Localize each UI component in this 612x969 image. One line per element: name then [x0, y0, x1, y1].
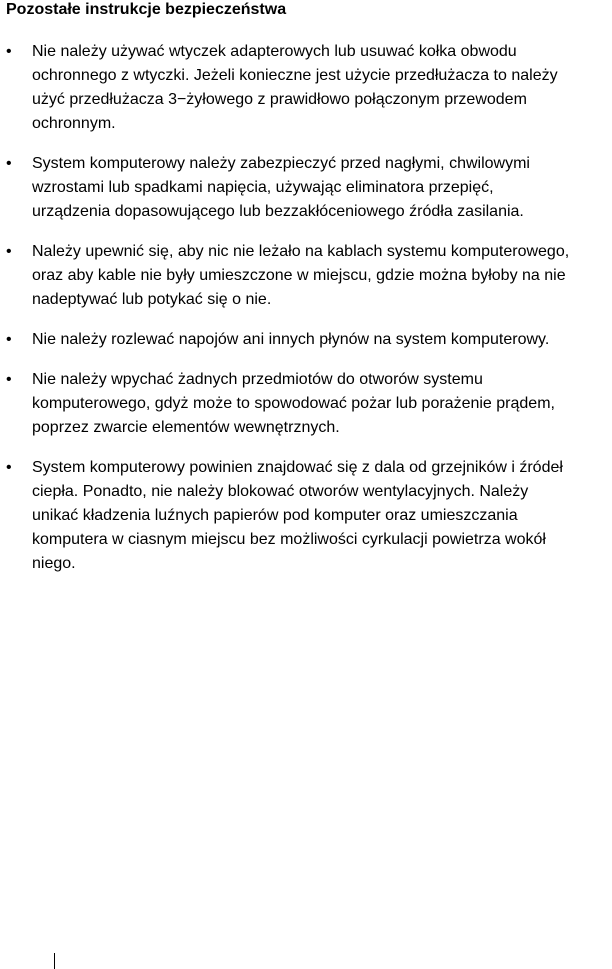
list-item — [0, 152, 572, 224]
bullet-icon: • — [6, 331, 12, 348]
list-item-text: System komputerowy należy zabezpieczyć przed nagłymi, chwilowymi wzrostami lub spadkami napięcia, używając eliminatora przepięć, urządzenia dopasowującego lub bezzakłóceniowego źródła zasilania. — [32, 155, 530, 220]
list-item-text: Nie należy używać wtyczek adapterowych lub usuwać kołka obwodu ochronnego z wtyczki. Jeżeli konieczne jest użycie przedłużacza to należy użyć przedłużacza 3−żyłowego z prawidłowo połączonym przewodem ochronnym. — [32, 43, 558, 132]
bullet-icon: • — [6, 459, 12, 476]
list-item-text: System komputerowy powinien znajdować się z dala od grzejników i źródeł ciepła. Ponadto, nie należy blokować otworów wentylacyjnych. Należy unikać kładzenia luźnych papierów pod komputer oraz umieszczania komputera w ciasnym miejscu bez możliwości cyrkulacji powietrza wokół niego. — [32, 459, 563, 572]
list-item — [0, 40, 572, 136]
bullet-icon: • — [6, 371, 12, 388]
list-item — [0, 368, 572, 440]
safety-instructions-list — [0, 40, 612, 592]
list-item-text: Nie należy rozlewać napojów ani innych płynów na system komputerowy. — [32, 331, 550, 348]
bullet-icon: • — [6, 155, 12, 172]
bullet-icon: • — [6, 243, 12, 260]
list-item — [0, 456, 572, 576]
list-item — [0, 328, 572, 352]
list-item-text: Należy upewnić się, aby nic nie leżało na kablach systemu komputerowego, oraz aby kable nie były umieszczone w miejscu, gdzie można byłoby na nie nadeptywać lub potykać się o nie. — [32, 243, 570, 308]
page-heading: Pozostałe instrukcje bezpieczeństwa — [6, 1, 287, 18]
list-item-text: Nie należy wpychać żadnych przedmiotów do otworów systemu komputerowego, gdyż może to spowodować pożar lub porażenie prądem, poprzez zwarcie elementów wewnętrznych. — [32, 371, 555, 436]
footer-divider — [54, 953, 55, 969]
list-item — [0, 240, 572, 312]
bullet-icon: • — [6, 43, 12, 60]
